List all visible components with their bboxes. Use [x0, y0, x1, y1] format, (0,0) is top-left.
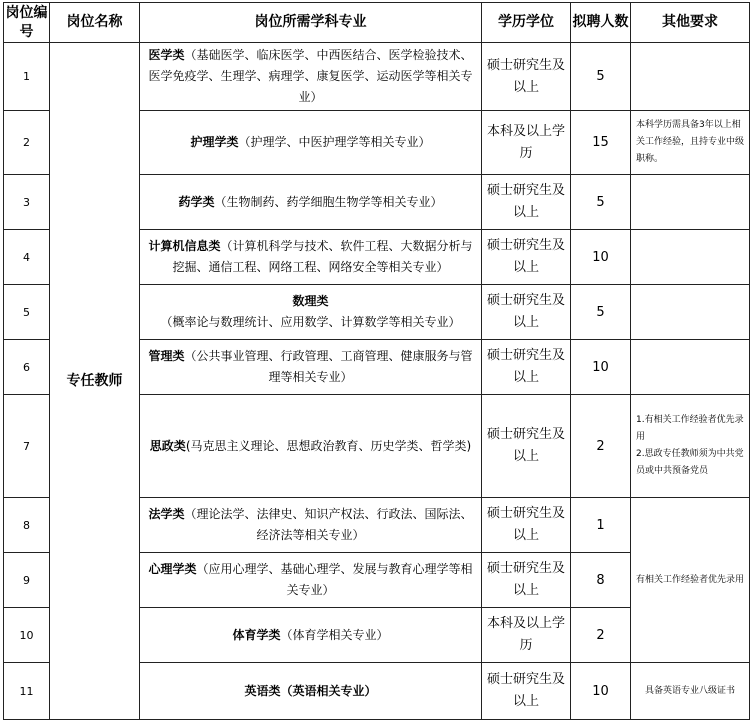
major-detail: （计算机科学与技术、软件工程、大数据分析与挖掘、通信工程、网络工程、网络安全等相关专业） — [172, 239, 473, 274]
other-cell: 具备英语专业八级证书 — [631, 663, 750, 720]
major-detail: （概率论与数理统计、应用数学、计算数学等相关专业） — [160, 315, 461, 329]
major-detail: （应用心理学、基础心理学、发展与教育心理学等相关专业） — [196, 562, 473, 597]
education-cell: 硕士研究生及以上 — [482, 663, 571, 720]
other-cell: 有相关工作经验者优先录用 — [631, 498, 750, 663]
major-cell — [140, 663, 482, 720]
row-id: 5 — [4, 285, 50, 340]
row-id: 6 — [4, 340, 50, 395]
major-cell — [140, 230, 482, 285]
major-cell — [140, 285, 482, 340]
header-major: 岗位所需学科专业 — [140, 3, 482, 43]
major-category: 心理学类 — [148, 562, 197, 576]
recruitment-table — [3, 2, 750, 720]
post-name: 专任教师 — [50, 43, 140, 720]
row-id: 7 — [4, 395, 50, 498]
table-row — [4, 43, 750, 111]
note-line: 1.有相关工作经验者优先录用 — [636, 415, 744, 442]
other-cell: 本科学历需具备3年以上相关工作经验，且持专业中级职称。 — [631, 111, 750, 175]
note-line: 2.思政专任教师须为中共党员或中共预备党员 — [636, 449, 744, 476]
major-detail: （生物制药、药学细胞生物学等相关专业） — [214, 194, 443, 209]
major-category: 思政类 — [149, 438, 186, 453]
major-category: 计算机信息类 — [148, 239, 221, 253]
major-detail: （体育学相关专业） — [280, 627, 389, 642]
major-detail: （公共事业管理、行政管理、工商管理、健康服务与管理等相关专业） — [184, 349, 473, 384]
major-cell — [140, 608, 482, 663]
major-cell — [140, 340, 482, 395]
education-cell: 硕士研究生及以上 — [482, 340, 571, 395]
major-cell — [140, 111, 482, 175]
education-cell: 硕士研究生及以上 — [482, 175, 571, 230]
header-name: 岗位名称 — [50, 3, 140, 43]
other-cell — [631, 340, 750, 395]
row-id: 3 — [4, 175, 50, 230]
major-category: 体育学类 — [232, 627, 281, 642]
count-cell: 8 — [571, 553, 631, 608]
major-category: 数理类 — [292, 294, 329, 308]
count-cell: 1 — [571, 498, 631, 553]
major-category: 法学类 — [148, 507, 185, 521]
count-cell: 15 — [571, 111, 631, 175]
row-id: 1 — [4, 43, 50, 111]
count-cell: 5 — [571, 175, 631, 230]
major-category: 药学类 — [178, 194, 215, 209]
header-id: 岗位编号 — [4, 3, 50, 43]
count-cell: 10 — [571, 230, 631, 285]
education-cell: 本科及以上学历 — [482, 608, 571, 663]
major-detail: （护理学、中医护理学等相关专业） — [238, 135, 431, 149]
other-cell — [631, 175, 750, 230]
education-cell: 硕士研究生及以上 — [482, 498, 571, 553]
education-cell: 硕士研究生及以上 — [482, 395, 571, 498]
major-detail: （基础医学、临床医学、中西医结合、医学检验技术、医学免疫学、生理学、病理学、康复医学、运动医学等相关专业） — [148, 48, 473, 104]
education-cell: 硕士研究生及以上 — [482, 230, 571, 285]
major-cell — [140, 553, 482, 608]
header-count: 拟聘人数 — [571, 3, 631, 43]
header-education: 学历学位 — [482, 3, 571, 43]
count-cell: 10 — [571, 663, 631, 720]
count-cell: 2 — [571, 395, 631, 498]
count-cell: 2 — [571, 608, 631, 663]
header-other: 其他要求 — [631, 3, 750, 43]
other-cell — [631, 285, 750, 340]
row-id: 4 — [4, 230, 50, 285]
row-id: 10 — [4, 608, 50, 663]
row-id: 9 — [4, 553, 50, 608]
other-cell — [631, 43, 750, 111]
major-category: 英语类 — [244, 683, 281, 698]
education-cell: 硕士研究生及以上 — [482, 553, 571, 608]
major-detail: (马克思主义理论、思想政治教育、历史学类、哲学类) — [185, 438, 472, 453]
other-cell — [631, 230, 750, 285]
count-cell: 5 — [571, 43, 631, 111]
other-cell — [631, 395, 750, 498]
major-detail: （英语相关专业） — [280, 683, 377, 698]
count-cell: 5 — [571, 285, 631, 340]
count-cell: 10 — [571, 340, 631, 395]
row-id: 11 — [4, 663, 50, 720]
major-cell — [140, 395, 482, 498]
major-category: 护理学类 — [190, 135, 239, 149]
header-row — [4, 3, 750, 43]
major-cell — [140, 498, 482, 553]
education-cell: 硕士研究生及以上 — [482, 43, 571, 111]
education-cell: 硕士研究生及以上 — [482, 285, 571, 340]
major-cell — [140, 175, 482, 230]
major-category: 管理类 — [148, 349, 185, 363]
education-cell: 本科及以上学历 — [482, 111, 571, 175]
major-cell — [140, 43, 482, 111]
major-detail: （理论法学、法律史、知识产权法、行政法、国际法、经济法等相关专业） — [184, 507, 473, 542]
row-id: 8 — [4, 498, 50, 553]
row-id: 2 — [4, 111, 50, 175]
major-category: 医学类 — [148, 48, 185, 62]
